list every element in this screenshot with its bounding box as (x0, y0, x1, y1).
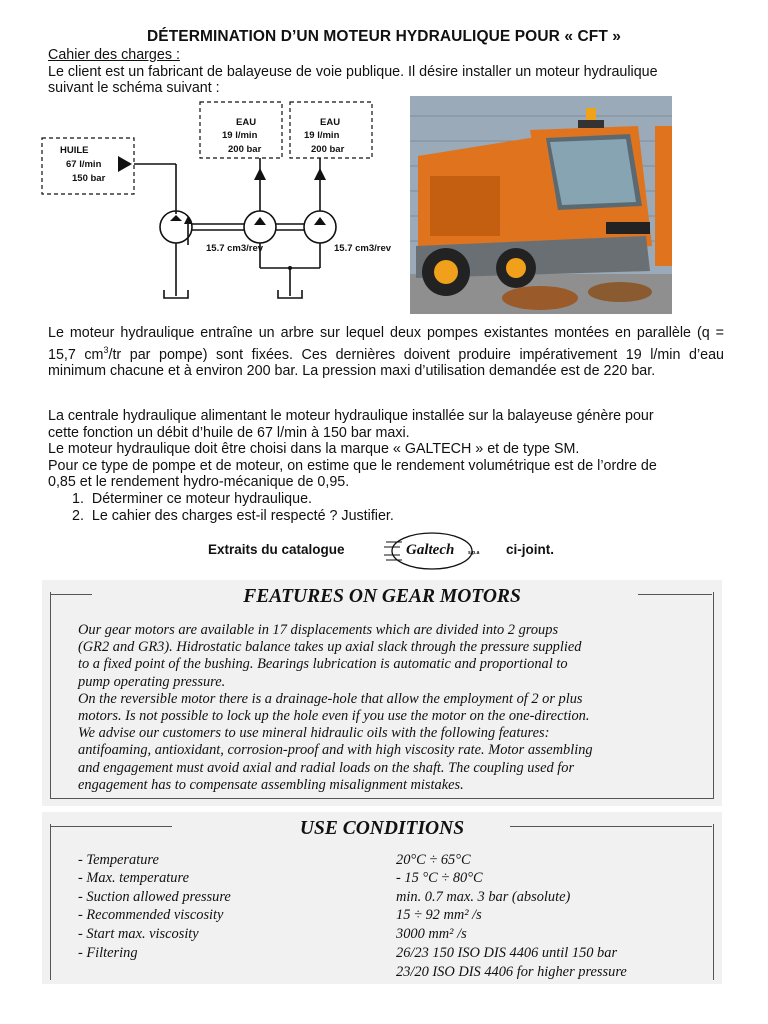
paragraph-1: Le moteur hydraulique entraîne un arbre sur lequel deux pompes existantes montées en parallèle (q = 15,7 $cm^3/tr$ par pompe) sont fixées. Ces dernières doivent produire impérativement 19 l/min d’eau minimum chacune et à environ 200 bar. La pression maxi d’utilisation demandée est de 220 bar. (48, 325, 724, 379)
features-title: FEATURES ON GEAR MOTORS (243, 586, 521, 607)
condition-label-recommended-viscosity: - Recommended viscosity (78, 907, 224, 923)
catalog-prefix: Extraits du catalogue (208, 542, 345, 557)
water-2-pressure: 200 bar (311, 144, 345, 155)
condition-label-start-viscosity: - Start max. viscosity (78, 926, 199, 942)
condition-label-temperature: - Temperature (78, 852, 159, 868)
condition-label-max-temperature: - Max. temperature (78, 870, 189, 886)
use-conditions-title: USE CONDITIONS (299, 818, 465, 839)
condition-value-max-temperature: - 15 °C ÷ 80°C (396, 870, 483, 886)
condition-label-suction-pressure: - Suction allowed pressure (78, 889, 231, 905)
intro-block (48, 47, 724, 97)
use-conditions-panel (42, 812, 722, 984)
catalog-suffix: ci-joint. (506, 542, 554, 557)
intro-line-2: suivant le schéma suivant : (48, 80, 220, 97)
water-1-pressure: 200 bar (228, 144, 262, 155)
condition-value-recommended-viscosity: 15 ÷ 92 mm² /s (396, 907, 482, 923)
intro-line-1: Le client est un fabricant de balayeuse de voie publique. Il désire installer un moteur hydraulique (48, 63, 658, 80)
water-1-flow: 19 l/min (222, 130, 258, 141)
pump-1-displacement: 15.7 cm3/rev (206, 243, 264, 254)
features-panel (42, 580, 722, 806)
svg-text:s.p.a: s.p.a (468, 550, 480, 556)
pump-2-displacement: 15.7 cm3/rev (334, 243, 392, 254)
pump-2-symbol (304, 211, 336, 243)
page-title: DÉTERMINATION D’UN MOTEUR HYDRAULIQUE POUR « CFT » (146, 28, 622, 45)
oil-label: HUILE (60, 145, 89, 156)
galtech-logo (382, 530, 486, 572)
oil-flow: 67 l/min (66, 159, 102, 170)
condition-value-filtering: 26/23 150 ISO DIS 4406 until 150 bar (396, 945, 618, 961)
condition-value-start-viscosity: 3000 mm² /s (396, 926, 467, 942)
condition-value-filtering-high-pressure: 23/20 ISO DIS 4406 for higher pressure (396, 964, 627, 980)
water-1-label: EAU (236, 117, 257, 128)
condition-label-filtering: - Filtering (78, 945, 138, 961)
water-2-flow: 19 l/min (304, 130, 340, 141)
condition-value-temperature: 20°C ÷ 65°C (396, 852, 471, 868)
features-text: Our gear motors are available in 17 displacements which are divided into 2 groups (GR2 and GR3). Hidrostatic balance takes up axial slack through the pressure supplied to a fixed point of the bushing. Bearings lubrication is automatic and proportional to pump operating pressure. On the reversible motor there is a drainage-hole that allow the employment of 2 or plus motors. Is not possible to lock up the hole even if you use the motor on the one-direction. We advise our customers to use mineral hidraulic oils with the following features: antifoaming, antioxidant, corrosion-proof and with high viscosity rate. Motor assembling and engagement must avoid axial and radial loads on the shaft. The coupling used for engagement has to compensate assembling misalignment mistakes. (78, 622, 593, 793)
svg-text:Galtech: Galtech (406, 542, 455, 558)
water-2-label: EAU (320, 117, 341, 128)
hydraulic-diagram (40, 98, 400, 310)
oil-pressure: 150 bar (72, 173, 106, 184)
street-sweeper-photo (410, 96, 672, 314)
question-1: 1. Déterminer ce moteur hydraulique. (72, 491, 313, 507)
catalog-line (208, 530, 578, 574)
condition-value-suction-pressure: min. 0.7 max. 3 bar (absolute) (396, 889, 571, 905)
pump-1-symbol (244, 211, 276, 243)
spec-heading: Cahier des charges : (48, 47, 180, 63)
question-2: 2. Le cahier des charges est-il respecté ? Justifier. (72, 508, 394, 524)
paragraph-2: La centrale hydraulique alimentant le moteur hydraulique installée sur la balayeuse génère pour cette fonction un débit d’huile de 67 l/min à 150 bar maxi. Le moteur hydraulique doit être choisi dans la marque « GALTECH » et de type SM. Pour ce type de pompe et de moteur, on estime que le rendement volumétrique est de l’ordre de 0,85 et le rendement hydro-mécanique de 0,95. (48, 408, 657, 491)
